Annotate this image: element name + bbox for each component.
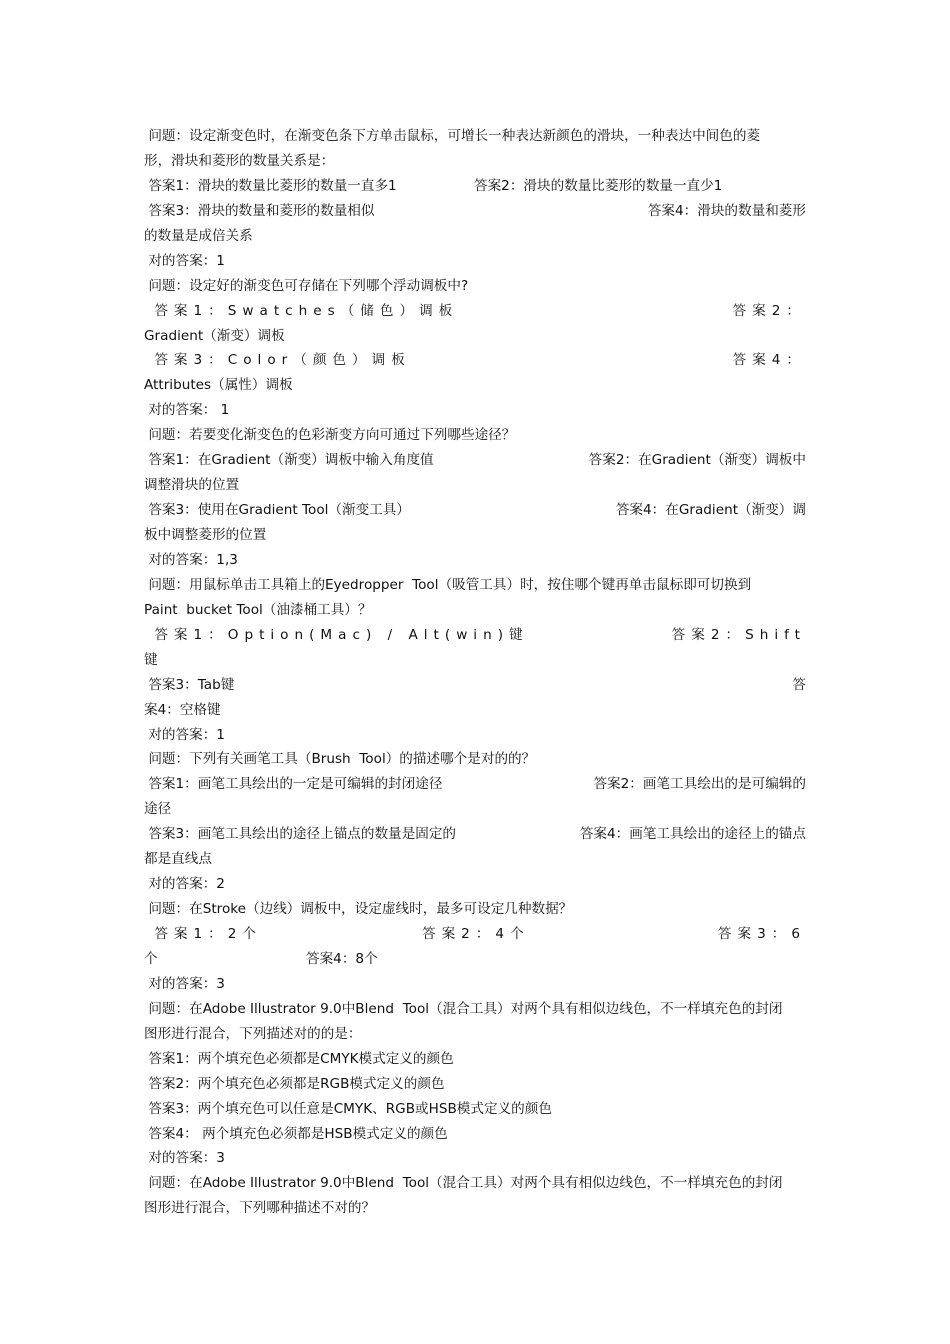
text-line <box>144 1122 806 1147</box>
text-line <box>144 249 806 274</box>
text-line <box>144 673 806 698</box>
line-left-text: 答案4： 两个填充色必须都是HSB模式定义的颜色 <box>144 1125 448 1142</box>
text-line <box>144 373 806 398</box>
text-line <box>144 523 806 548</box>
text-line <box>144 149 806 174</box>
line-left-text: 答案1：滑块的数量比菱形的数量一直多1 <box>144 177 397 194</box>
text-line <box>144 698 806 723</box>
line-left-text: 答案1：Swatches（储色）调板 <box>144 302 459 319</box>
text-line <box>144 174 806 199</box>
line-left-text: 都是直线点 <box>144 851 212 868</box>
line-left-text: 问题：下列有关画笔工具（Brush Tool）的描述哪个是对的的？ <box>144 751 536 768</box>
text-line <box>144 723 806 748</box>
text-line <box>144 922 806 947</box>
text-line <box>144 797 806 822</box>
text-line <box>144 1047 806 1072</box>
line-right-text: 答案4： <box>732 352 806 369</box>
line-left-text: 答案3：两个填充色可以任意是CMYK、RGB或HSB模式定义的颜色 <box>144 1100 552 1117</box>
line-right-text: 答案4：画笔工具绘出的途径上的锚点 <box>579 826 806 843</box>
text-line <box>144 822 806 847</box>
line-left-text: 答案1：两个填充色必须都是CMYK模式定义的颜色 <box>144 1050 454 1067</box>
line-left-text: 答案3：使用在Gradient Tool（渐变工具） <box>144 502 410 519</box>
text-line <box>144 274 806 299</box>
text-line <box>144 224 806 249</box>
line-left-text: 答案3：Color（颜色）调板 <box>144 352 411 369</box>
text-line <box>144 473 806 498</box>
line-left-text: 对的答案：3 <box>144 975 225 992</box>
text-line <box>144 747 806 772</box>
text-line <box>144 1146 806 1171</box>
line-left-text: 答案2：两个填充色必须都是RGB模式定义的颜色 <box>144 1075 445 1092</box>
line-right-text: 答案2：在Gradient（渐变）调板中 <box>588 452 806 469</box>
line-left-text: 问题：在Stroke（边线）调板中，设定虚线时，最多可设定几种数据？ <box>144 901 573 918</box>
line-right-text: 答案3：6 <box>717 926 806 942</box>
line-right-text: 答案2：Shift <box>671 626 806 643</box>
text-line <box>144 1171 806 1196</box>
line-left-text: 答案1：2个 <box>144 926 262 942</box>
line-left-text: 对的答案：1 <box>144 726 225 743</box>
text-line <box>144 573 806 598</box>
text-line <box>144 872 806 897</box>
text-line <box>144 348 806 373</box>
line-left-text: 答案1：画笔工具绘出的一定是可编辑的封闭途径 <box>144 776 443 793</box>
text-line <box>144 398 806 423</box>
line-right-text: 答案2：画笔工具绘出的是可编辑的 <box>593 776 806 793</box>
line-left-text: 问题：设定好的渐变色可存储在下列哪个浮动调板中? <box>144 277 469 294</box>
line-left-text: 键 <box>144 651 158 668</box>
text-line <box>144 648 806 673</box>
line-left-text: 形，滑块和菱形的数量关系是： <box>144 152 335 169</box>
text-line <box>144 947 806 972</box>
text-line <box>144 1196 806 1221</box>
text-line <box>144 1072 806 1097</box>
line-left-text: 的数量是成倍关系 <box>144 227 253 244</box>
line-left-text: Paint bucket Tool（油漆桶工具）？ <box>144 601 372 618</box>
line-left-text: 问题：设定渐变色时，在渐变色条下方单击鼠标，可增长一种表达新颜色的滑块，一种表达中间色的菱 <box>144 128 761 144</box>
text-line <box>144 498 806 523</box>
line-left-text: 途径 <box>144 801 172 818</box>
line-left-text: 对的答案： 1 <box>144 402 230 419</box>
text-line <box>144 299 806 324</box>
text-line <box>144 324 806 349</box>
line-left-text: 答案1：Option(Mac) / Alt(win)键 <box>144 626 529 643</box>
line-left-text: 答案3：滑块的数量和菱形的数量相似 <box>144 202 375 219</box>
text-line <box>144 997 806 1022</box>
text-line <box>144 598 806 623</box>
line-left-text: Attributes（属性）调板 <box>144 377 293 394</box>
line-left-text: 对的答案：3 <box>144 1150 225 1167</box>
text-line <box>144 623 806 648</box>
line-right-text: 答案4：在Gradient（渐变）调 <box>615 502 806 519</box>
text-line <box>144 199 806 224</box>
line-left-text: Gradient（渐变）调板 <box>144 327 285 344</box>
line-left-text: 答案3：画笔工具绘出的途径上锚点的数量是固定的 <box>144 826 457 843</box>
text-line <box>144 847 806 872</box>
line-right-text: 答案4：滑块的数量和菱形 <box>647 202 806 219</box>
line-left-text: 个 <box>144 950 158 967</box>
text-line <box>144 1022 806 1047</box>
line-left-text: 对的答案：1 <box>144 252 225 269</box>
line-left-text: 图形进行混合，下列哪种描述不对的？ <box>144 1200 376 1217</box>
line-left-text: 对的答案：2 <box>144 876 225 893</box>
line-middle-text: 答案2：滑块的数量比菱形的数量一直少1 <box>474 177 723 194</box>
line-right-text: 答案2： <box>732 302 806 319</box>
line-left-text: 问题：在Adobe Illustrator 9.0中Blend Tool（混合工具）对两个具有相似边线色，不一样填充色的封闭 <box>144 1000 783 1017</box>
text-line <box>144 124 806 149</box>
text-line <box>144 423 806 448</box>
text-line <box>144 772 806 797</box>
text-line <box>144 897 806 922</box>
line-left-text: 板中调整菱形的位置 <box>144 527 267 543</box>
line-left-text: 问题：在Adobe Illustrator 9.0中Blend Tool（混合工具）对两个具有相似边线色，不一样填充色的封闭 <box>144 1175 783 1192</box>
line-left-text: 答案1：在Gradient（渐变）调板中输入角度值 <box>144 452 434 469</box>
line-left-text: 对的答案：1,3 <box>144 551 238 568</box>
document-body <box>144 124 806 1221</box>
text-line <box>144 448 806 473</box>
line-left-text: 答案3：Tab键 <box>144 676 235 693</box>
text-line <box>144 972 806 997</box>
line-middle-text: 答案2：4个 <box>422 926 530 942</box>
line-left-text: 调整滑块的位置 <box>144 477 240 494</box>
text-line <box>144 1097 806 1122</box>
line-middle-text: 答案4：8个 <box>306 950 378 967</box>
line-left-text: 案4：空格键 <box>144 701 221 718</box>
line-left-text: 图形进行混合，下列描述对的的是： <box>144 1025 362 1042</box>
text-line <box>144 548 806 573</box>
line-right-text: 答 <box>792 676 806 693</box>
line-left-text: 问题：若要变化渐变色的色彩渐变方向可通过下列哪些途径？ <box>144 427 516 444</box>
line-left-text: 问题：用鼠标单击工具箱上的Eyedropper Tool（吸管工具）时，按住哪个键再单击鼠标即可切换到 <box>144 576 752 593</box>
